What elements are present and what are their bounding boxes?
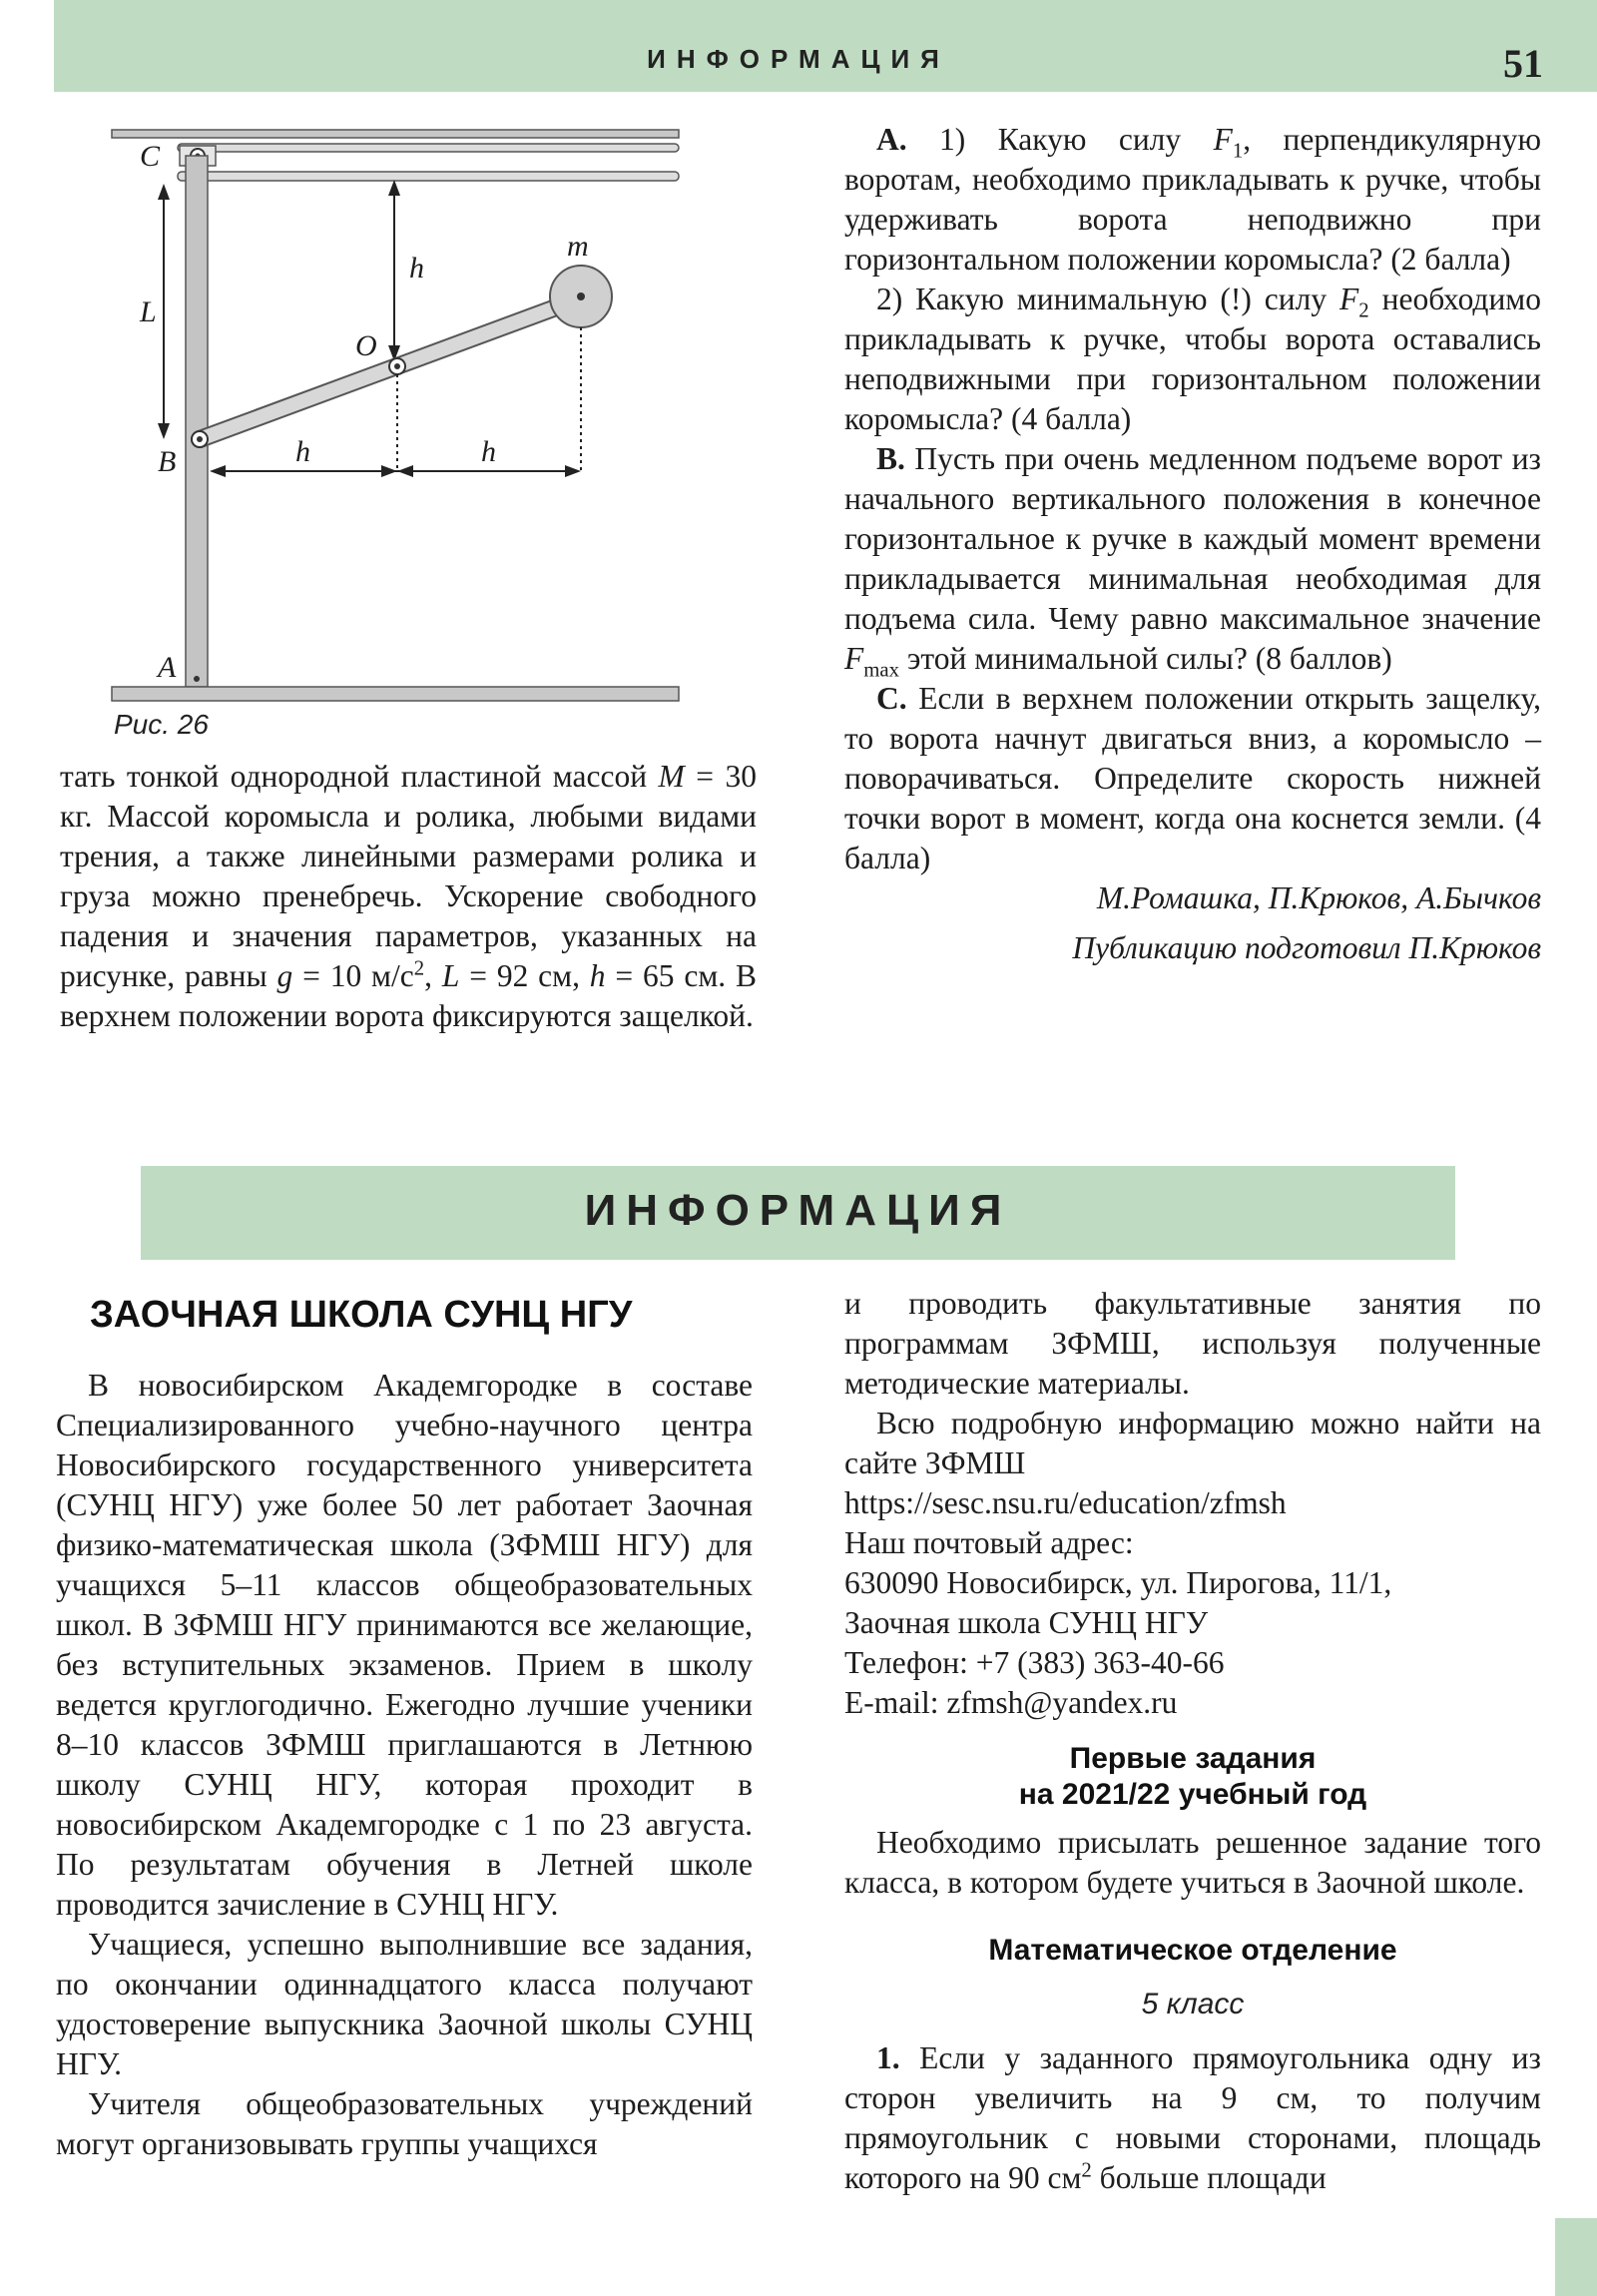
school-paragraph-2: Учащиеся, успешно выполнившие все задания, по окончании одиннадцатого класса получают удостоверение выпускника Заочной школы СУНЦ НГУ. — [56, 1927, 753, 2081]
question-a1: A. 1) Какую силу $F_1$, перпендикулярную воротам, необходимо прикладывать к ручке, чтобы удерживать ворота неподвижно при горизонтальном положении коромысла? (2 балла) — [844, 122, 1542, 277]
figure-caption: Рис. 26 — [114, 709, 209, 740]
corner-accent-bar — [1555, 2218, 1597, 2296]
right-column-bottom — [844, 1284, 1541, 2198]
top-rail — [178, 144, 679, 152]
ceiling-bar — [112, 130, 679, 138]
point-a — [194, 676, 200, 682]
department-heading: Математическое отделение — [988, 1934, 1397, 1967]
running-header-title: ИНФОРМАЦИЯ — [647, 44, 950, 74]
authors: М.Ромашка, П.Крюков, А.Бычков — [1096, 880, 1541, 915]
label-o: O — [355, 329, 377, 362]
label-h-1: h — [295, 435, 310, 468]
right-column-top — [844, 120, 1541, 968]
school-paragraph-1: В новосибирском Академгородке в составе Специализированного учебно-научного центра Новосибирского государственного университета (СУНЦ НГУ) уже более 50 лет работает Заочная физико-математическая школа (ЗФМШ НГУ) для учащихся 5–11 классов общеобразовательных школ. В ЗФМШ НГУ принимаются все желающие, без вступительных экзаменов. Прием в школу ведется круглогодично. Ежегодно лучшие ученики 8–10 классов ЗФМШ приглашаются в Летнюю школу СУНЦ НГУ, которая проходит в новосибирском Академгородке с 1 по 23 августа. По результатам обучения в Летней школе проводится зачисление в СУНЦ НГУ. — [56, 1368, 753, 1922]
question-c: C. Если в верхнем положении открыть защелку, то ворота начнут двигаться вниз, а коромысло – поворачиваться. Определите скорость нижней точки ворот в момент, когда она коснется земли. (4 балла) — [844, 681, 1541, 875]
grade-heading: 5 класс — [1141, 1988, 1245, 2020]
email: E-mail: zfmsh@yandex.ru — [844, 1685, 1178, 1720]
tasks-heading-line-1: Первые задания — [1069, 1742, 1317, 1775]
question-b: B. Пусть при очень медленном подъеме ворот из начального вертикального положения в конечное горизонтальное к ручке в каждый момент времени прикладывается минимальная необходимая для подъема сила. Чему равно максимальное значение $F_{max}$ этой минимальной силы? (8 баллов) — [844, 441, 1541, 682]
page-number: 51 — [1503, 41, 1543, 86]
problem-conditions-paragraph: тать тонкой однородной пластиной массой M = 30 кг. Массой коромысла и ролика, любыми видами трения, а также линейными размерами ролика и груза можно пренебречь. Ускорение свободного падения и значения параметров, указанных на рисунке, равны g = 10 $м/с^2$, L = 92 см, h = 65 см. В верхнем положении ворота фиксируются защелкой. — [60, 759, 758, 1033]
tasks-heading-line-2: на 2021/22 учебный год — [1018, 1778, 1367, 1811]
school-paragraph-continued: и проводить факультативные занятия по программам ЗФМШ, используя полученные методические материалы. — [844, 1286, 1541, 1401]
website-url: https://sesc.nsu.ru/education/zfmsh — [844, 1485, 1287, 1520]
school-paragraph-3: Учителя общеобразовательных учреждений могут организовывать группы учащихся — [56, 2086, 753, 2161]
publication-credit: Публикацию подготовил П.Крюков — [1072, 930, 1541, 965]
info-paragraph: Всю подробную информацию можно найти на сайте ЗФМШ — [844, 1406, 1541, 1480]
label-c: C — [140, 140, 161, 173]
school-heading: ЗАОЧНАЯ ШКОЛА СУНЦ НГУ — [90, 1294, 633, 1336]
label-h-vertical: h — [409, 252, 424, 285]
task-1: 1. Если у заданного прямоугольника одну из сторон увеличить на 9 см, то получим прямоугольник с новыми сторонами, площадь которого на 90 $см^2$ больше площади — [844, 2040, 1541, 2195]
info-section-title: ИНФОРМАЦИЯ — [584, 1186, 1012, 1235]
ground-bar — [112, 687, 679, 701]
left-column-top — [60, 757, 757, 1036]
figure-26-diagram — [100, 122, 699, 711]
lower-rail — [178, 172, 679, 181]
label-b: B — [158, 445, 177, 478]
label-l: L — [140, 295, 157, 328]
label-m: m — [567, 230, 589, 263]
label-h-2: h — [481, 435, 496, 468]
gate-plate — [186, 156, 208, 687]
address-line-1: 630090 Новосибирск, ул. Пирогова, 11/1, — [844, 1565, 1392, 1600]
tasks-note: Необходимо присылать решенное задание того класса, в котором будете учиться в Заочной школе. — [844, 1825, 1541, 1900]
address-label: Наш почтовый адрес: — [844, 1525, 1134, 1560]
address-line-2: Заочная школа СУНЦ НГУ — [844, 1605, 1209, 1640]
phone: Телефон: +7 (383) 363-40-66 — [844, 1645, 1225, 1680]
left-column-bottom — [56, 1366, 753, 2164]
label-a: A — [158, 651, 177, 684]
question-a2: 2) Какую минимальную (!) силу $F_2$ необходимо прикладывать к ручке, чтобы ворота оставались неподвижными при горизонтальном положении коромысла? (4 балла) — [844, 282, 1541, 436]
